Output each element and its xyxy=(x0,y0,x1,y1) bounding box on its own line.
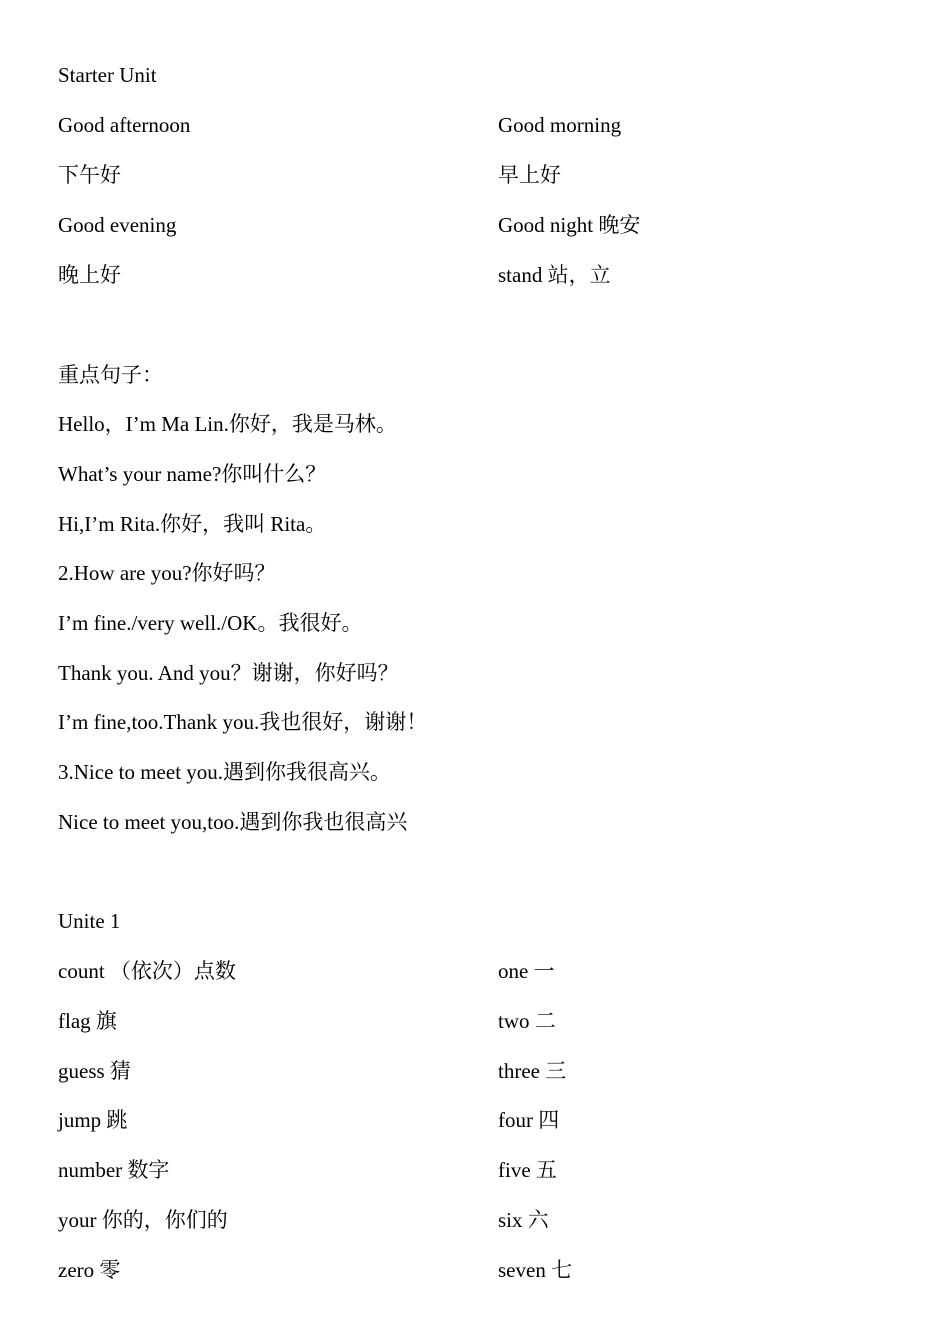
unit1-vocab-left-5: number 数字 xyxy=(58,1158,170,1182)
starter-vocab-left-4: 晚上好 xyxy=(58,263,121,287)
unit1-vocab-left-3: guess 猜 xyxy=(58,1059,131,1083)
key-sentence-4: 2.How are you?你好吗？ xyxy=(58,561,276,585)
key-sentence-9: Nice to meet you,too.遇到你我也很高兴 xyxy=(58,810,408,834)
key-sentence-6: Thank you. And you？谢谢，你好吗？ xyxy=(58,661,399,685)
key-sentence-3: Hi,I’m Rita.你好，我叫 Rita。 xyxy=(58,512,327,536)
starter-vocab-right-1: Good morning xyxy=(498,113,622,137)
starter-vocab-left-1: Good afternoon xyxy=(58,113,191,137)
unit1-vocab-left-2: flag 旗 xyxy=(58,1009,117,1033)
starter-vocab-left-2: 下午好 xyxy=(58,163,121,187)
unit1-vocab-right-6: six 六 xyxy=(498,1208,549,1232)
starter-vocab-right-3: Good night 晚安 xyxy=(498,213,641,237)
key-sentence-8: 3.Nice to meet you.遇到你我很高兴。 xyxy=(58,760,392,784)
key-sentence-1: Hello，I’m Ma Lin.你好，我是马林。 xyxy=(58,412,397,436)
key-sentence-7: I’m fine,too.Thank you.我也很好，谢谢！ xyxy=(58,710,428,734)
starter-vocab-right-2: 早上好 xyxy=(498,163,561,187)
unit1-vocab-left-7: zero 零 xyxy=(58,1258,121,1282)
starter-vocab-right-4: stand 站，立 xyxy=(498,263,611,287)
unit1-vocab-right-3: three 三 xyxy=(498,1059,567,1083)
unit1-vocab-left-4: jump 跳 xyxy=(58,1108,128,1132)
unit1-vocab-right-7: seven 七 xyxy=(498,1258,573,1282)
unit1-vocab-right-5: five 五 xyxy=(498,1158,557,1182)
unit1-vocab-right-1: one 一 xyxy=(498,959,555,983)
unit1-vocab-left-6: your 你的，你们的 xyxy=(58,1208,228,1232)
starter-vocab-left-3: Good evening xyxy=(58,213,177,237)
starter-unit-heading: Starter Unit xyxy=(58,63,157,87)
unit1-heading: Unite 1 xyxy=(58,909,121,933)
unit1-vocab-right-4: four 四 xyxy=(498,1108,560,1132)
unit1-vocab-left-1: count （依次）点数 xyxy=(58,959,236,983)
key-sentence-5: I’m fine./very well./OK。我很好。 xyxy=(58,611,363,635)
unit1-vocab-right-2: two 二 xyxy=(498,1009,556,1033)
key-sentence-2: What’s your name?你叫什么？ xyxy=(58,462,327,486)
key-sentences-heading: 重点句子： xyxy=(58,363,163,387)
